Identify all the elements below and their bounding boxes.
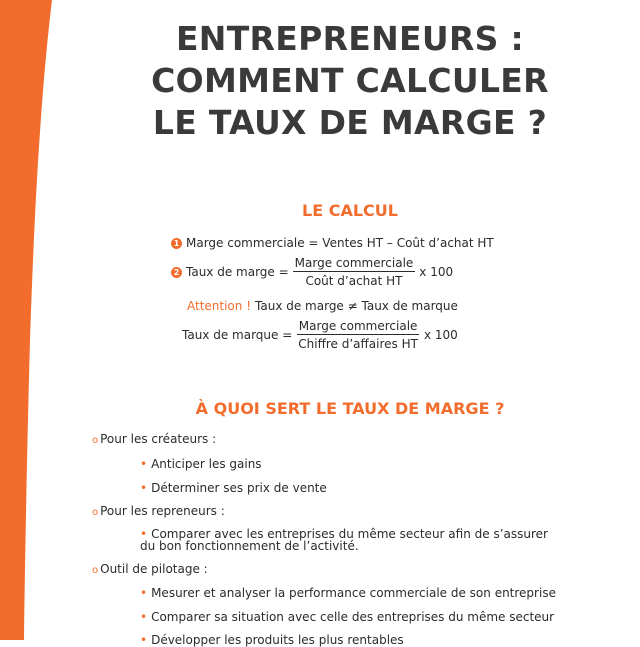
dot-bullet-icon: •	[140, 610, 148, 624]
list-item: • Comparer avec les entreprises du même secteur afin de s’assurer du bon fonctionnement de l’activité.	[140, 527, 548, 553]
group-label-pilotage: o Outil de pilotage :	[92, 562, 208, 576]
orange-side-band	[0, 0, 60, 640]
circle-bullet-icon: o	[92, 435, 99, 446]
formula-taux-de-marge	[171, 256, 453, 288]
formula3-numerator: Marge commerciale	[298, 319, 418, 333]
formula2-lhs: Taux de marge =	[186, 265, 289, 279]
dot-bullet-icon: •	[140, 586, 148, 600]
calcul-heading: LE CALCUL	[302, 201, 398, 220]
formula3-lhs: Taux de marque =	[182, 328, 293, 342]
number-badge-2: 2	[171, 267, 182, 278]
formula-taux-de-marque	[182, 319, 458, 351]
title-line-3: LE TAUX DE MARGE ?	[152, 103, 548, 142]
title-line-1: ENTREPRENEURS :	[175, 19, 525, 58]
formula1-text: Marge commerciale = Ventes HT – Coût d’achat HT	[186, 236, 494, 250]
formula3-denominator: Chiffre d’affaires HT	[298, 337, 418, 351]
circle-bullet-icon: o	[92, 565, 99, 576]
number-badge-1: 1	[171, 238, 182, 249]
circle-bullet-icon: o	[92, 507, 99, 518]
list-item: • Anticiper les gains	[140, 457, 262, 471]
list-item: • Déterminer ses prix de vente	[140, 481, 327, 495]
attention-note	[187, 299, 458, 313]
usage-heading: À QUOI SERT LE TAUX DE MARGE ?	[195, 399, 505, 418]
list-item: • Mesurer et analyser la performance commerciale de son entreprise	[140, 586, 556, 600]
formula-marge-commerciale	[171, 236, 494, 250]
formula2-denominator: Coût d’achat HT	[305, 274, 403, 288]
dot-bullet-icon: •	[140, 633, 148, 647]
attention-text: Taux de marge ≠ Taux de marque	[255, 299, 458, 313]
group-label-repreneurs: o Pour les repreneurs :	[92, 504, 225, 518]
title-line-2: COMMENT CALCULER	[151, 61, 549, 100]
list-item: • Comparer sa situation avec celle des entreprises du même secteur	[140, 610, 555, 624]
list-item: • Développer les produits les plus rentables	[140, 633, 404, 647]
formula2-numerator: Marge commerciale	[294, 256, 414, 270]
dot-bullet-icon: •	[140, 457, 148, 471]
formula2-fraction	[293, 256, 416, 288]
attention-label: Attention !	[187, 299, 252, 313]
formula3-fraction	[296, 319, 420, 351]
formula2-multiplier: x 100	[419, 265, 454, 279]
formula3-multiplier: x 100	[423, 328, 458, 342]
page-title	[60, 18, 640, 144]
group-label-createurs: o Pour les créateurs :	[92, 432, 217, 446]
dot-bullet-icon: •	[140, 527, 148, 541]
dot-bullet-icon: •	[140, 481, 148, 495]
